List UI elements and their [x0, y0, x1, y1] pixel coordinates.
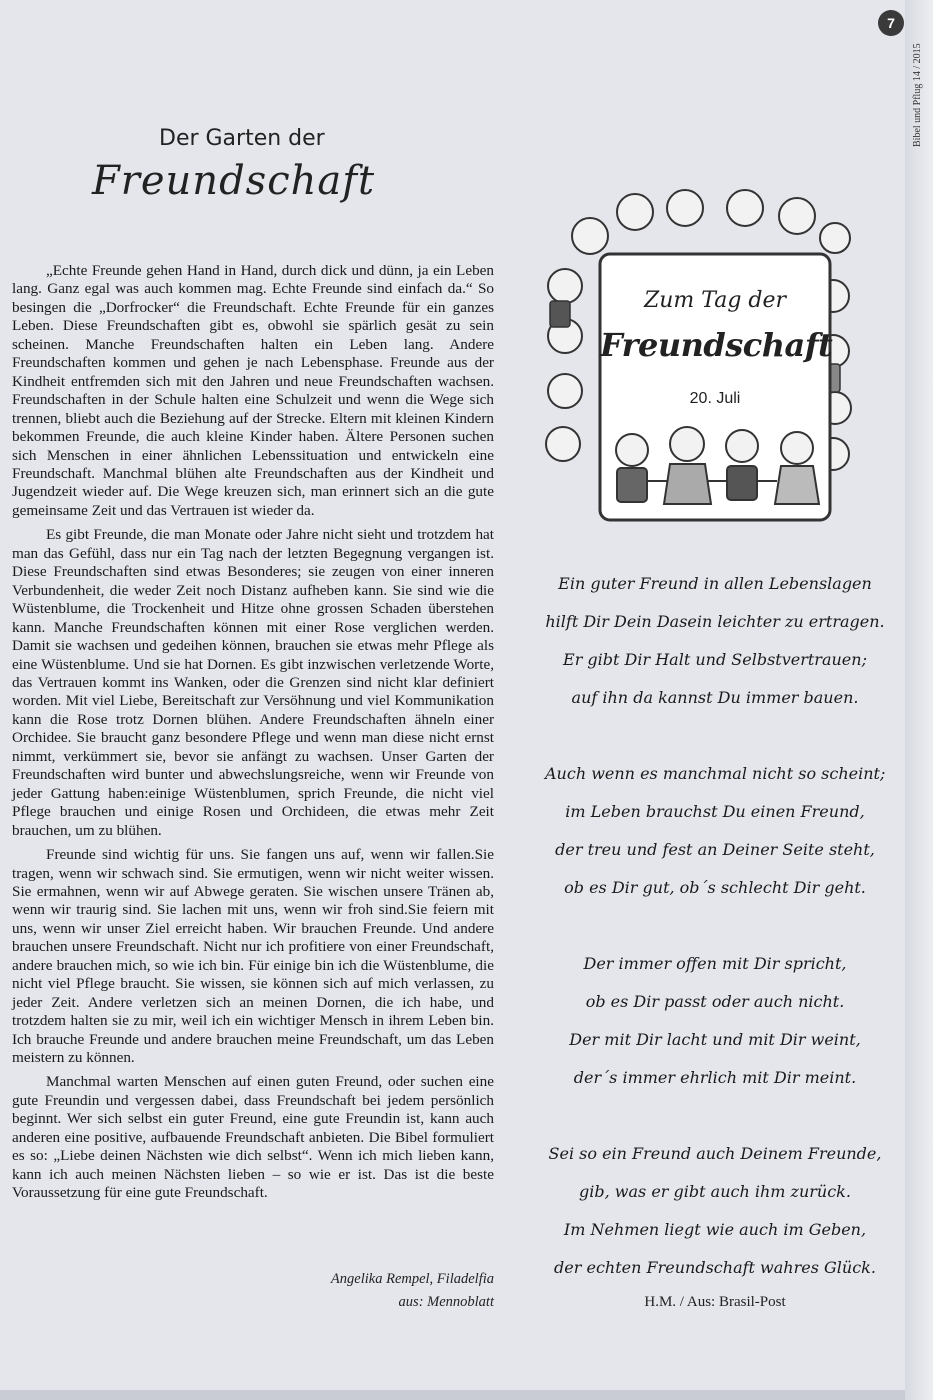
article-author: Angelika Rempel, Filadelfia	[330, 1271, 494, 1287]
title-line-1: Der Garten der	[159, 126, 325, 151]
article-source: aus: Mennoblatt	[398, 1294, 494, 1310]
poem-line: auf ihn da kannst Du immer bauen.	[571, 688, 859, 707]
poem-line: Sei so ein Freund auch Deinem Freunde,	[548, 1144, 882, 1163]
poem-line: Ein guter Freund in allen Lebenslagen	[558, 574, 872, 593]
poem-line: Er gibt Dir Halt und Selbstvertrauen;	[563, 650, 867, 669]
poem-line: der echten Freundschaft wahres Glück.	[554, 1258, 876, 1277]
poem-line: ob es Dir passt oder auch nicht.	[585, 992, 845, 1011]
poem-stanza	[545, 1135, 885, 1287]
poem-line: hilft Dir Dein Dasein leichter zu ertragen.	[545, 612, 885, 631]
poem-line: gib, was er gibt auch ihm zurück.	[579, 1182, 851, 1201]
poem-credit: H.M. / Aus: Brasil-Post	[644, 1294, 786, 1310]
illustration-line-1: Zum Tag der	[643, 288, 787, 313]
publication-label: Bibel und Pflug 14 / 2015	[912, 43, 923, 147]
poem-line: Der immer offen mit Dir spricht,	[583, 954, 847, 973]
poem-line: ob es Dir gut, ob´s schlecht Dir geht.	[564, 878, 866, 897]
poem-stanza	[545, 755, 885, 907]
page-number: 7	[878, 10, 904, 36]
article-paragraph: Freunde sind wichtig für uns. Sie fangen uns auf, wenn wir fallen.Sie tragen, wenn wir schwach sind. Sie ermutigen, wenn wir nicht weiter wissen. Sie ermahnen, wenn wir auf Abwege geraten. Sie wischen unsere Tränen ab, wenn wir traurig sind. Sie lachen mit uns, wenn wir froh sind.Sie feiern mit uns, wenn wir unser Ziel erreicht haben. Wir brauchen Freunde. Und andere brauchen unsere Freundschaft. Nicht nur ich profitiere von einer Freundschaft, andere brauchen mich, so wie ich bin. Für einige bin ich die Wüstenblume, die nicht viel Pflege braucht. Sie wissen, sie können sich auf mich verlassen, zu jeder Zeit. Andere verletzen sich an meinen Dornen, die ich habe, und trotzdem halten sie zu mir, weil ich ein wichtiger Mensch in ihrem Leben bin. Ich brauche Freunde und andere brauchen meine Freundschaft, um das Leben meistern zu können.	[12, 846, 494, 1067]
page-edge	[905, 0, 933, 1400]
poem-line: der treu und fest an Deiner Seite steht,	[555, 840, 875, 859]
poem	[545, 565, 885, 1325]
poem-line: im Leben brauchst Du einen Freund,	[565, 802, 865, 821]
article-paragraph: „Echte Freunde gehen Hand in Hand, durch dick und dünn, ja ein Leben lang. Ganz egal was auch kommen mag. Echte Freunde sind einfach da.“ So besingen die „Dorfrocker“ die Freundschaft. Echte Freunde für ein ganzes Leben. Diese Freundschaften gibt es, obwohl sie spärlich gesät zu sein scheinen. Manche Freundschaften halten ein Leben lang. Andere Freundschaften kommen und gehen je nach Lebensphase. Freunde aus der Kindheit entfremden sich mit den Jahren und neue Freundschaften wachsen. Freundschaften in der Schule halten eine Schulzeit und wenn die Wege sich trennen, bliebt auch die Beziehung auf der Strecke. Eltern mit kleinen Kindern bekommen Freunde, die auch kleine Kinder haben. Ältere Personen suchen sich Menschen in einer ähnlichen Lebenssituation und entwickeln eine Freundschaft. Manchmal blühen alte Freundschaften aus der Kindheit und Jugendzeit wieder auf. Die Wege kreuzen sich, man erinnert sich an die gute gemeinsame Zeit und das Vertrauen ist wieder da.	[12, 262, 494, 519]
illustration-line-2: Freundschaft	[600, 326, 833, 364]
article-paragraph: Manchmal warten Menschen auf einen guten Freund, oder suchen eine gute Freundin und vergessen dabei, dass Freundschaft bei jedem persönlich beginnt. Wer sich selbst ein guter Freund, eine gute Freundin ist, kann auch anderen eine positive, aufbauende Freundschaft anbieten. Die Bibel formuliert es so: „Liebe deinen Nächsten wie dich selbst“. Wenn ich mich lieben kann, kann ich auch meinen Nächsten lieben – so wie er ist. Das ist die beste Voraussetzung für eine gute Freundschaft.	[12, 1073, 494, 1202]
poem-line: Im Nehmen liegt wie auch im Geben,	[563, 1220, 867, 1239]
poem-line: Auch wenn es manchmal nicht so scheint;	[545, 764, 886, 783]
poem-stanza	[545, 945, 885, 1097]
article-body	[12, 262, 494, 1209]
article-paragraph: Es gibt Freunde, die man Monate oder Jahre nicht sieht und trotzdem hat man das Gefühl, dass nur ein Tag nach der letzten Begegnung vergangen ist. Diese Freundschaften sind etwas Besonderes; sie zeugen von einer inneren Verbundenheit, die weder Zeit noch Distanz aufheben kann. Sie sind wie die Wüstenblume, die Trockenheit und Hitze ohne grossen Schaden überstehen kann. Manche Freundschaften können mit einer Rose verglichen werden. Damit sie wachsen und gedeihen können, brauchen sie etwas mehr Pflege als eine Wüstenblume. Und sie hat Dornen. Es gibt inzwischen verletzende Worte, das Vertrauen kommt ins Wanken, oder die Grenzen sind nicht klar definiert worden. Mit viel Liebe, Bereitschaft zur Versöhnung und viel Kommunikation kann die Rose trotz Dornen blühen. Andere Freundschaften ähneln einer Orchidee. Sie braucht ganz besondere Pflege und wenn man diese nicht ernst nimmt, verkümmert sie, bevor sie anfängt zu wachsen. Unser Garten der Freundschaften wird bunter und abwechslungsreiche, wenn wir Freunde von jeder Gattung haben:einige Wüstenblumen, sprich Freunde, die nicht viel Pflege brauchen und einige Rosen und Orchideen, die etwas mehr Zeit brauchen, um zu blühen.	[12, 526, 494, 839]
title-line-2: Freundschaft	[92, 158, 376, 204]
poem-line: der´s immer ehrlich mit Dir meint.	[573, 1068, 857, 1087]
poem-stanza	[545, 565, 885, 717]
illustration-date: 20. Juli	[689, 390, 741, 407]
poem-line: Der mit Dir lacht und mit Dir weint,	[569, 1030, 861, 1049]
